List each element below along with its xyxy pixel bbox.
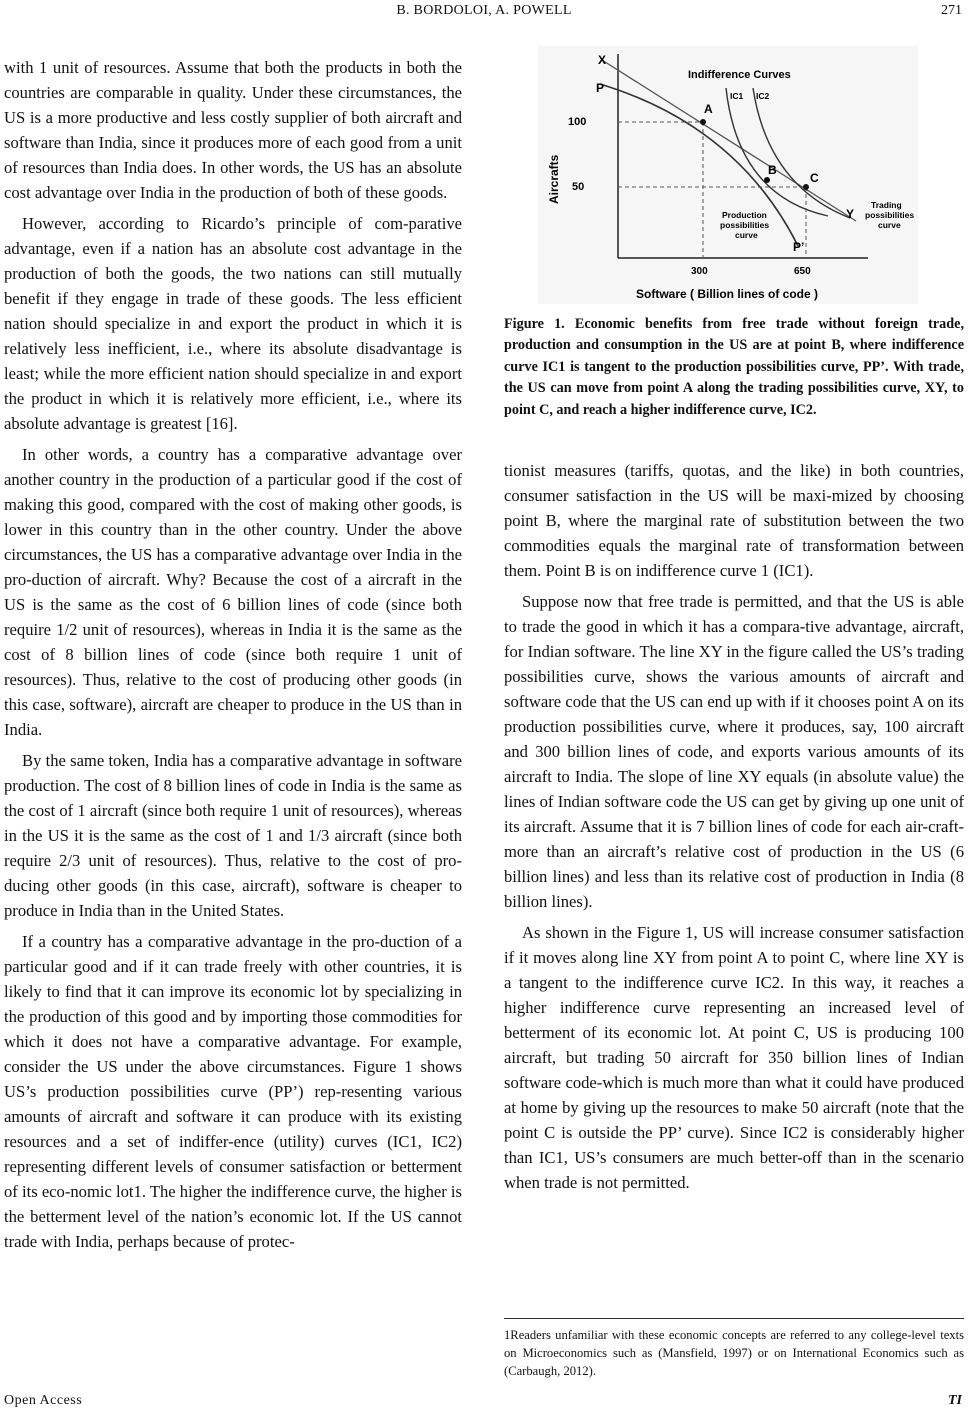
x-tick-650: 650 <box>794 266 811 277</box>
paragraph: In other words, a country has a comparative advantage over another country in the production of a particular good if the cost of making this good, compared with the cost of making other goods, is lower in this country than in the other country. Under the above circumstances, the US has a comparative advantage over India in the pro-duction of aircraft. Why? Because the cost of a aircraft in the US is the same as the cost of 6 billion lines of code (since both require 1/2 unit of resources), whereas in India it is the same as the cost of 8 billion lines of code (since both require 1 unit of resources). Thus, relative to the cost of producing other goods (in this case, software), aircraft are cheaper to produce in the US than in India. <box>4 445 462 739</box>
point-b-label: B <box>768 163 777 177</box>
y-tick-100: 100 <box>568 116 587 128</box>
footer-journal: TI <box>948 1393 962 1408</box>
p-prime-label: P’ <box>793 240 805 254</box>
p-point-label: P <box>596 81 605 95</box>
point-c-label: C <box>810 171 819 185</box>
ic1-label: IC1 <box>730 91 744 101</box>
figure-title: Indifference Curves <box>688 69 791 81</box>
tpc-label-line: Trading <box>871 200 902 210</box>
left-column <box>4 55 462 1260</box>
tpc-label-line: curve <box>878 220 901 230</box>
x-tick-300: 300 <box>691 266 708 277</box>
point-c-marker <box>803 184 809 190</box>
ppc-label-line: possibilities <box>720 220 770 230</box>
y-tick-50: 50 <box>572 181 585 193</box>
page-number: 271 <box>941 3 962 18</box>
footnote-rule <box>504 1318 964 1319</box>
y-axis-label: Aircrafts <box>547 154 561 204</box>
figure-caption: Figure 1. Economic benefits from free trade without foreign trade, production and consumption in the US are at point B, where indifference curve IC1 is tangent to the production possibilities curve, PP’. With trade, the US can move from point A along the trading possibilities curve, XY, to point C, and reach a higher indifference curve, IC2. <box>504 316 964 418</box>
y-point-label: Y <box>846 207 855 221</box>
footnote: 1Readers unfamiliar with these economic concepts are referred to any college-level texts on Microeconomics such as (Mansfield, 1997) or on International Economics such as (Carbaugh, 2012). <box>504 1328 964 1378</box>
running-header <box>0 0 968 30</box>
ppc-label-line: curve <box>735 230 758 240</box>
figure-1-diagram <box>538 46 918 304</box>
x-axis-label: Software ( Billion lines of code ) <box>636 287 819 301</box>
figure-1 <box>538 46 918 304</box>
paragraph: By the same token, India has a comparative advantage in software production. The cost of 8 billion lines of code in India is the same as the cost of 1 aircraft (since both require 1 unit of resources), whereas in the US it is the same as the cost of 1 and 1/3 aircraft (since both require 2/3 unit of resources). Thus, relative to the cost of pro-ducing other goods (in this case, aircraft), software is cheaper to produce in India than in the United States. <box>4 751 462 920</box>
paragraph: with 1 unit of resources. Assume that both the products in both the countries are comparable in quality. Under these circumstances, the US is a more productive and less costly supplier of both aircraft and software than India, since it produces more of each good from a unit of resources than India does. In other words, the US has an absolute cost advantage over India in the production of both of these goods. <box>4 58 462 202</box>
x-point-label: X <box>598 53 607 67</box>
paragraph: tionist measures (tariffs, quotas, and the like) in both countries, consumer satisfaction in the US will be maxi-mized by choosing point B, where the marginal rate of substitution between the two commodities equals the marginal rate of transformation between them. Point B is on indifference curve 1 (IC1). <box>504 461 964 580</box>
paragraph: As shown in the Figure 1, US will increase consumer satisfaction if it moves along line XY from point A to point C, where line XY is a tangent to the indifference curve IC2. In this way, it reaches a higher indifference curve representing an increased level of betterment of its economic lot. At point C, US is producing 100 aircraft, but trading 50 aircraft for 350 billion lines of Indian software code-which is much more than what it could have produced at home by giving up the resources to make 50 aircraft (note that the point C is outside the PP’ curve). Since IC2 is considerably higher than IC1, US’s consumers are much better-off than in the scenario when trade is not permitted. <box>504 923 964 1192</box>
point-b-marker <box>764 177 770 183</box>
footer-open-access: Open Access <box>4 1393 83 1408</box>
ic2-label: IC2 <box>756 91 770 101</box>
paragraph: Suppose now that free trade is permitted, and that the US is able to trade the good in which it has a compara-tive advantage, aircraft, for Indian software. The line XY in the figure called the US’s trading possibilities curve, shows the various amounts of aircraft and software code that the US can end up with if it chooses point A on its production possibilities curve, where it produces, say, 100 aircraft and 300 billion lines of code, and exports various amounts of its aircraft to India. The slope of line XY equals (in absolute value) the lines of Indian software code the US can get by giving up one unit of its aircraft. Assume that it is 7 billion lines of code for each air-craft-more than an aircraft’s relative cost of production in the US (6 billion lines) and less than its relative cost of production in India (8 billion lines). <box>504 592 964 911</box>
tpc-label-line: possibilities <box>865 210 915 220</box>
point-a-marker <box>700 119 706 125</box>
paragraph: If a country has a comparative advantage in the pro-duction of a particular good and if it can trade freely with other countries, it is likely to find that it can improve its economic lot by specializing in the production of this good and by importing those commodities for which it does not have a comparative advantage. For example, consider the US under the above circumstances. Figure 1 shows US’s production possibilities curve (PP’) rep-resenting various amounts of aircraft and software it can produce with its existing resources and a set of indiffer-ence (utility) curves (IC1, IC2) representing different levels of consumer satisfaction or betterment of its eco-nomic lot1. The higher the indifference curve, the higher is the betterment level of the nation’s economic lot. If the US cannot trade with India, perhaps because of protec- <box>4 932 462 1251</box>
header-authors: B. BORDOLOI, A. POWELL <box>396 3 572 18</box>
ppc-label-line: Production <box>722 210 767 220</box>
paragraph: However, according to Ricardo’s principle of com-parative advantage, even if a nation has an absolute cost advantage in the production of both the goods, the two nations can still mutually benefit if they engage in trade of these goods. The less efficient nation should specialize in and export the product in which it is relatively less inefficient, i.e., where its absolute disadvantage is least; while the more efficient nation should specialize in and export the product in which it is relatively more efficient, i.e., where its absolute advantage is greatest [16]. <box>4 214 462 433</box>
right-column <box>504 458 964 1201</box>
point-a-label: A <box>704 102 713 116</box>
figure-background <box>538 46 918 304</box>
